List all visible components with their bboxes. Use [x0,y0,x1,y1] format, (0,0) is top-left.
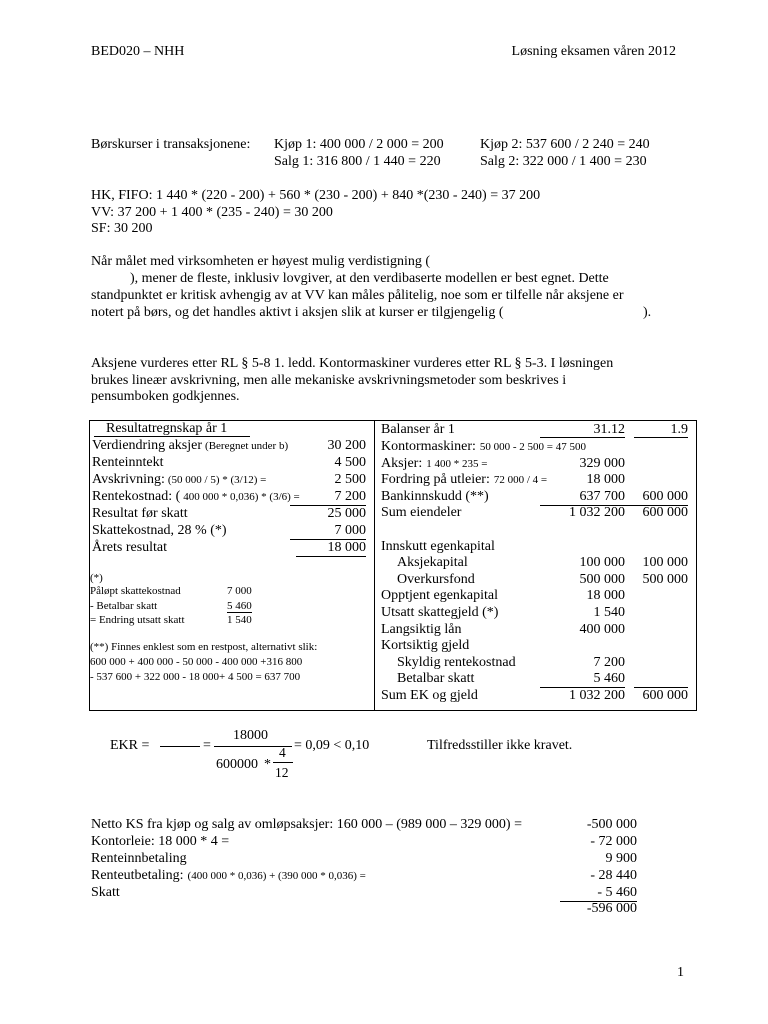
para1-line4-end: ). [643,305,652,320]
balanse-row-label [397,671,474,687]
balanse-row-text: Kortsiktig gjeld [381,638,470,653]
ks-row-value: - 28 440 [590,868,637,883]
balanse-sum-rule [634,687,688,688]
ks-row-note: (400 000 * 0,036) + (390 000 * 0,036) = [187,870,366,882]
balanse-row-label [381,489,489,505]
balanse-row-v1: 329 000 [579,456,625,471]
resultat-row-label [92,489,300,505]
fifo-vv: VV: 37 200 + 1 400 * (235 - 240) = 30 200 [91,205,333,220]
balanse-row-v1: 1 540 [593,605,625,620]
para1-line4: notert på børs, og det handles aktivt i aksjen slik at kurser er tilgjengelig ( [91,305,504,320]
balanse-row-v1: 18 000 [586,588,625,603]
ekr-lhs: EKR = [110,738,150,753]
balanse-row-text: Fordring på utleier: [381,472,490,487]
resultat-title: Resultatregnskap år 1 [94,421,250,437]
ks-row-label [91,834,229,850]
salg1: Salg 1: 316 800 / 1 440 = 220 [274,154,441,169]
resultat-row-label [92,540,167,556]
balanse-col2: 1.9 [634,422,688,438]
balanse-row-v2: 600 000 [642,688,688,703]
kjop2: Kjøp 2: 537 600 / 2 240 = 240 [480,137,650,152]
balanse-row-text: Innskutt egenkapital [381,539,495,554]
ekr-times: * [264,757,271,772]
ks-row-value: - 72 000 [590,834,637,849]
balanse-row-text: Langsiktig lån [381,622,462,637]
balanse-row-v1: 400 000 [579,622,625,637]
resultat-row-note: 400 000 * 0,036) * (3/6) = [183,491,300,503]
ekr-numerator: 18000 [233,728,268,743]
balanse-row-note: 72 000 / 4 = [493,474,548,486]
resultat-row-note: (50 000 / 5) * (3/12) = [167,474,267,486]
balanse-row-label [381,622,462,638]
ks-total: -596 000 [586,901,637,916]
balanse-row-label [381,456,487,472]
ekr-result: = 0,09 < 0,10 [294,738,370,753]
ekr-sub-numerator: 4 [279,745,286,760]
star-row-value: 7 000 [227,585,252,597]
resultat-row-label [92,523,227,539]
balanse-row-label [381,605,498,621]
resultat-row-label [92,455,164,471]
resultat-row-label [92,472,266,488]
resultat-row-value: 7 000 [290,523,366,540]
balanse-row-v2: 100 000 [642,555,688,570]
balanse-row-v1: 7 200 [593,655,625,670]
balanse-row-v1: 1 032 200 [569,505,625,520]
balanse-row-label [381,539,495,555]
ekr-conclusion: Tilfredsstiller ikke kravet. [427,738,573,753]
salg2: Salg 2: 322 000 / 1 400 = 230 [480,154,647,169]
ks-row-text: Netto KS fra kjøp og salg av omløpsaksjer: 160 000 – (989 000 – 329 000) = [91,817,522,832]
dstar-line1: (**) Finnes enklest som en restpost, alternativt slik: [90,641,318,653]
resultat-row-text: Avskrivning: [92,472,165,487]
balanse-row-text: Opptjent egenkapital [381,588,499,603]
ks-row-text: Renteutbetaling: [91,868,184,883]
ekr-denominator: 600000 [216,757,258,772]
resultat-row-text: Årets resultat [92,540,168,555]
balanse-row-text: Overkursfond [397,572,475,587]
para1-line1: Når målet med virksomheten er høyest mulig verdistigning ( [91,254,431,269]
balanse-row-text: Sum eiendeler [381,505,462,520]
ks-row-text: Kontorleie: 18 000 * 4 = [91,834,230,849]
ks-row-value: - 5 460 [560,885,637,902]
resultat-row-value: 30 200 [327,438,366,453]
balanse-row-v2: 600 000 [610,489,688,506]
balanse-col1: 31.12 [540,422,625,438]
para1-line2: ), mener de fleste, inklusiv lovgiver, at den verdibaserte modellen er best egnet. Dette [130,271,609,286]
ekr-blank-fraction [160,746,200,747]
ks-row-text: Renteinnbetaling [91,851,187,866]
ks-row-label [91,817,522,833]
header-title: Løsning eksamen våren 2012 [511,44,676,59]
balanse-row-v1: 5 460 [540,671,625,688]
resultat-row-value: 7 200 [290,489,366,506]
resultat-row-text: Rentekostnad: ( [92,489,181,504]
balanse-title: Balanser år 1 [381,422,455,437]
ks-row-text: Skatt [91,885,120,900]
para2-line2: brukes lineær avskrivning, men alle mekaniske avskrivningsmetoder som beskrives i [91,373,567,388]
star-row-label: Påløpt skattekostnad [90,585,181,597]
resultat-row-value: 4 500 [334,455,366,470]
balanse-row-text: Sum EK og gjeld [381,688,478,703]
balanse-row-label [381,472,547,488]
resultat-row-value: 18 000 [327,540,366,555]
page-number: 1 [677,965,684,980]
para1-line3: standpunktet er kritisk avhengig av at VV kan måles pålitelig, noe som er tilfelle når aksjene er [91,288,624,303]
balanse-row-label [397,655,516,671]
resultat-row-value: 2 500 [334,472,366,487]
star-row-label: - Betalbar skatt [90,599,158,612]
star-title: (*) [90,572,103,584]
balanse-row-label [381,588,498,604]
balanse-row-label [381,439,586,455]
star-row-value: 5 460 [227,599,252,612]
ks-row-label [91,851,187,867]
balanse-row-text: Aksjekapital [397,555,468,570]
balanse-row-v1: 18 000 [586,472,625,487]
ks-row-label [91,885,120,901]
balanse-row-v2: 500 000 [642,572,688,587]
table-divider [374,420,375,711]
balanse-row-text: Bankinnskudd (**) [381,489,489,504]
balanse-row-v1: 100 000 [579,555,625,570]
fifo-sf: SF: 30 200 [91,221,153,236]
balanse-row-label [381,505,461,521]
ks-row-label [91,868,366,884]
resultat-row-value: 25 000 [327,506,366,521]
fifo-hk: HK, FIFO: 1 440 * (220 - 200) + 560 * (230 - 200) + 840 *(230 - 240) = 37 200 [91,188,541,203]
balanse-row-text: Aksjer: [381,456,423,471]
resultat-row-label [92,506,188,522]
resultat-row-text: Renteinntekt [92,455,164,470]
balanse-row-v1: 1 032 200 [569,688,625,703]
balanse-row-label [397,555,468,571]
resultat-total-rule [296,556,366,557]
balanse-row-v1: 637 700 [540,489,625,506]
balanse-row-note: 1 400 * 235 = [426,458,488,470]
resultat-row-text: Verdiendring aksjer [92,438,203,453]
balanse-row-text: Skyldig rentekostnad [397,655,516,670]
kurser-label: Børskurser i transaksjonene: [91,137,251,152]
balanse-row-v1: 500 000 [579,572,625,587]
balanse-row-text: Utsatt skattegjeld (*) [381,605,499,620]
kjop1: Kjøp 1: 400 000 / 2 000 = 200 [274,137,444,152]
balanse-row-label [381,638,469,654]
resultat-row-text: Resultat før skatt [92,506,188,521]
dstar-line3: - 537 600 + 322 000 - 18 000+ 4 500 = 637 700 [90,671,301,683]
resultat-row-label [92,438,288,454]
ekr-sub-denominator: 12 [275,765,289,780]
star-row-label: = Endring utsatt skatt [90,614,185,626]
ks-row-value: -500 000 [586,817,637,832]
para2-line3: pensumboken godkjennes. [91,389,240,404]
star-row-value: 1 540 [227,614,252,626]
balanse-row-note: 50 000 - 2 500 = 47 500 [479,441,586,453]
balanse-row-text: Kontormaskiner: [381,439,476,454]
resultat-row-note: (Beregnet under b) [205,440,289,452]
resultat-row-text: Skattekostnad, 28 % (*) [92,523,227,538]
balanse-row-label [381,688,478,704]
balanse-row-text: Betalbar skatt [397,671,475,686]
ekr-eq: = [203,738,211,753]
dstar-line2: 600 000 + 400 000 - 50 000 - 400 000 +316 800 [90,656,303,668]
ks-row-value: 9 900 [605,851,637,866]
balanse-row-label [397,572,475,588]
header-course: BED020 – NHH [91,44,185,59]
para2-line1: Aksjene vurderes etter RL § 5-8 1. ledd. Kontormaskiner vurderes etter RL § 5-3. I løsningen [91,356,614,371]
ekr-sub-fraction-bar [273,762,293,763]
balanse-row-v2: 600 000 [642,505,688,520]
